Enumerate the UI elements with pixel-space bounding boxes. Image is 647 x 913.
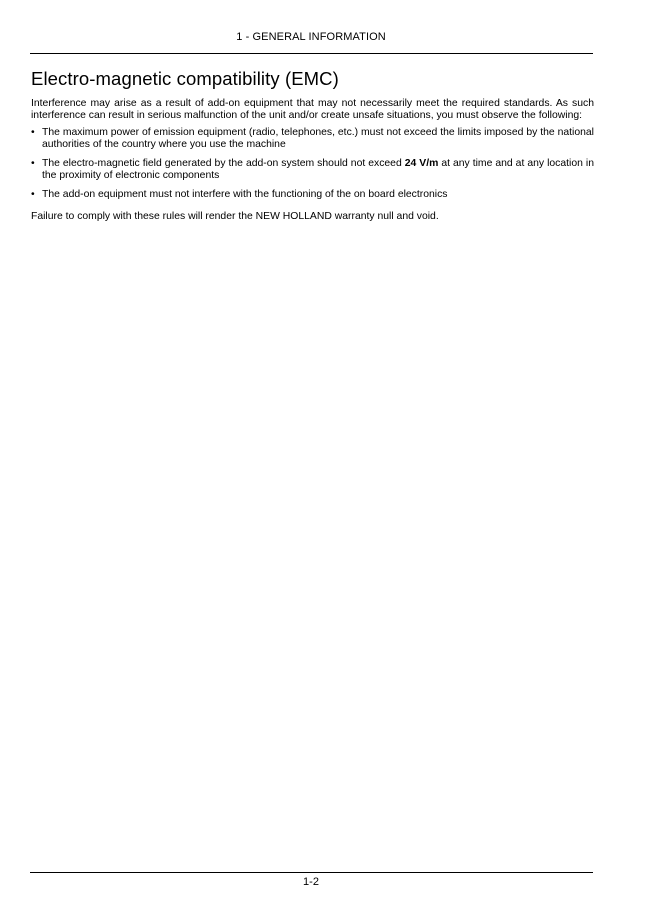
list-item-text: The add-on equipment must not interfere with the functioning of the on board electronics bbox=[42, 189, 448, 200]
list-item bbox=[31, 158, 594, 182]
header-divider bbox=[30, 53, 593, 54]
requirements-list bbox=[31, 127, 594, 201]
list-item bbox=[31, 127, 594, 151]
warranty-note: Failure to comply with these rules will render the NEW HOLLAND warranty null and void. bbox=[31, 211, 439, 222]
list-item-text-before: The electro-magnetic field generated by the add-on system should not exceed bbox=[42, 158, 405, 169]
section-title: Electro-magnetic compatibility (EMC) bbox=[31, 68, 339, 89]
list-item-text-after: at any time and at any location in the proximity of electronic components bbox=[42, 158, 594, 181]
section-body bbox=[31, 98, 594, 223]
intro-paragraph: Interference may arise as a result of add-on equipment that may not necessarily meet the required standards. As such interference can result in serious malfunction of the unit and/or create unsafe situations, you must observe the following: bbox=[31, 98, 594, 121]
list-item-text: The maximum power of emission equipment (radio, telephones, etc.) must not exceed the limits imposed by the national authorities of the country where you use the machine bbox=[42, 127, 594, 150]
running-header: 1 - GENERAL INFORMATION bbox=[236, 31, 386, 43]
bullet-icon: • bbox=[31, 189, 35, 200]
list-item bbox=[31, 189, 594, 201]
bullet-icon: • bbox=[31, 127, 35, 138]
page-number: 1-2 bbox=[303, 876, 319, 888]
field-strength-limit: 24 V/m bbox=[404, 158, 439, 169]
bullet-icon: • bbox=[31, 158, 35, 169]
footer-divider bbox=[30, 872, 593, 873]
